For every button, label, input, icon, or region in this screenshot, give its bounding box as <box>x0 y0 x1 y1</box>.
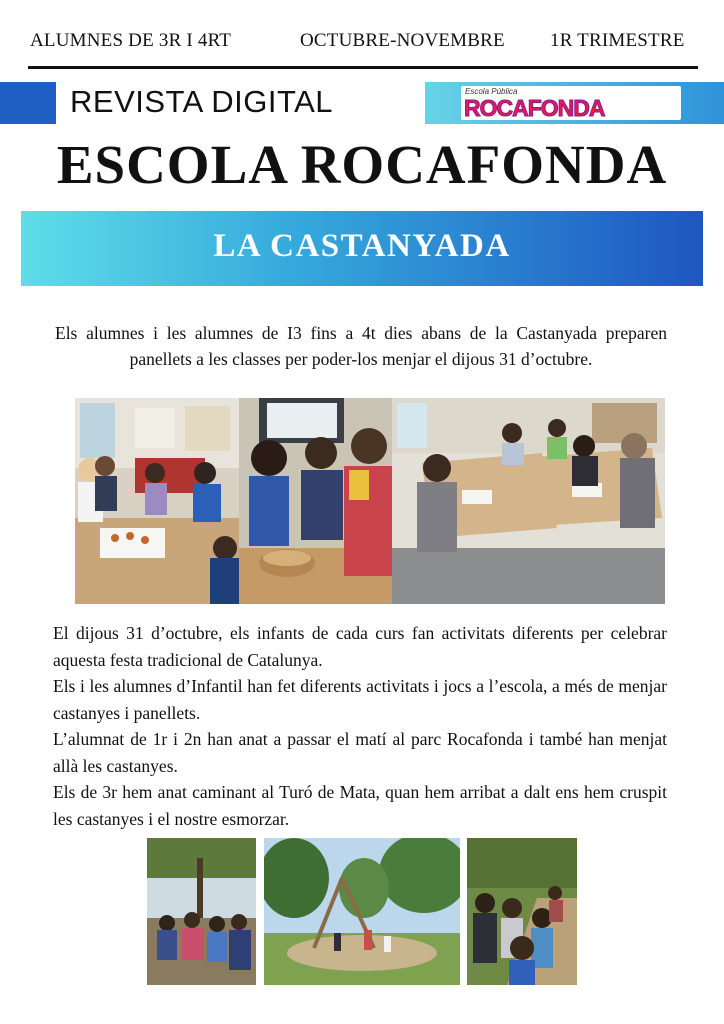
logo-strip <box>425 82 724 124</box>
outdoor-photo-2 <box>264 838 460 985</box>
accent-block <box>0 82 56 124</box>
article-paragraph-3: L’alumnat de 1r i 2n han anat a passar el matí al parc Rocafonda i també han menjat allà les castanyes. <box>53 729 667 776</box>
logo-subtitle: Escola Pública <box>465 87 518 96</box>
header-term-label: 1R TRIMESTRE <box>550 30 685 51</box>
article-paragraph-2: Els i les alumnes d’Infantil han fet diferents activitats i jocs a l’escola, a més de menjar castanyes i panellets. <box>53 676 667 723</box>
school-logo <box>461 86 681 120</box>
page-title: ESCOLA ROCAFONDA <box>56 134 668 195</box>
classroom-photo-3 <box>392 398 665 604</box>
section-title: LA CASTANYADA <box>213 228 511 264</box>
classroom-photo-2 <box>239 398 392 604</box>
revista-label: REVISTA DIGITAL <box>70 84 334 119</box>
article-paragraph-4: Els de 3r hem anat caminant al Turó de Mata, quan hem arribat a dalt ens hem cruspit les castanyes i el nostre esmorzar. <box>53 782 667 829</box>
logo-wordmark: ROCAFONDA <box>464 95 605 121</box>
classroom-photo-1 <box>75 398 239 604</box>
outdoor-photo-3 <box>467 838 577 985</box>
outdoor-photo-1 <box>147 838 256 985</box>
article-paragraph-1: El dijous 31 d’octubre, els infants de cada curs fan activitats diferents per celebrar aquesta festa tradicional de Catalunya. <box>53 623 667 670</box>
intro-paragraph: Els alumnes i les alumnes de I3 fins a 4t dies abans de la Castanyada preparen panellets a les classes per poder-los menjar el dijous 31 d’octubre. <box>55 323 667 369</box>
header-months-label: OCTUBRE-NOVEMBRE <box>300 30 505 51</box>
article-body <box>53 620 667 832</box>
header-divider <box>28 66 698 69</box>
section-banner <box>21 211 703 286</box>
header-class-label: ALUMNES DE 3R I 4RT <box>30 30 232 51</box>
